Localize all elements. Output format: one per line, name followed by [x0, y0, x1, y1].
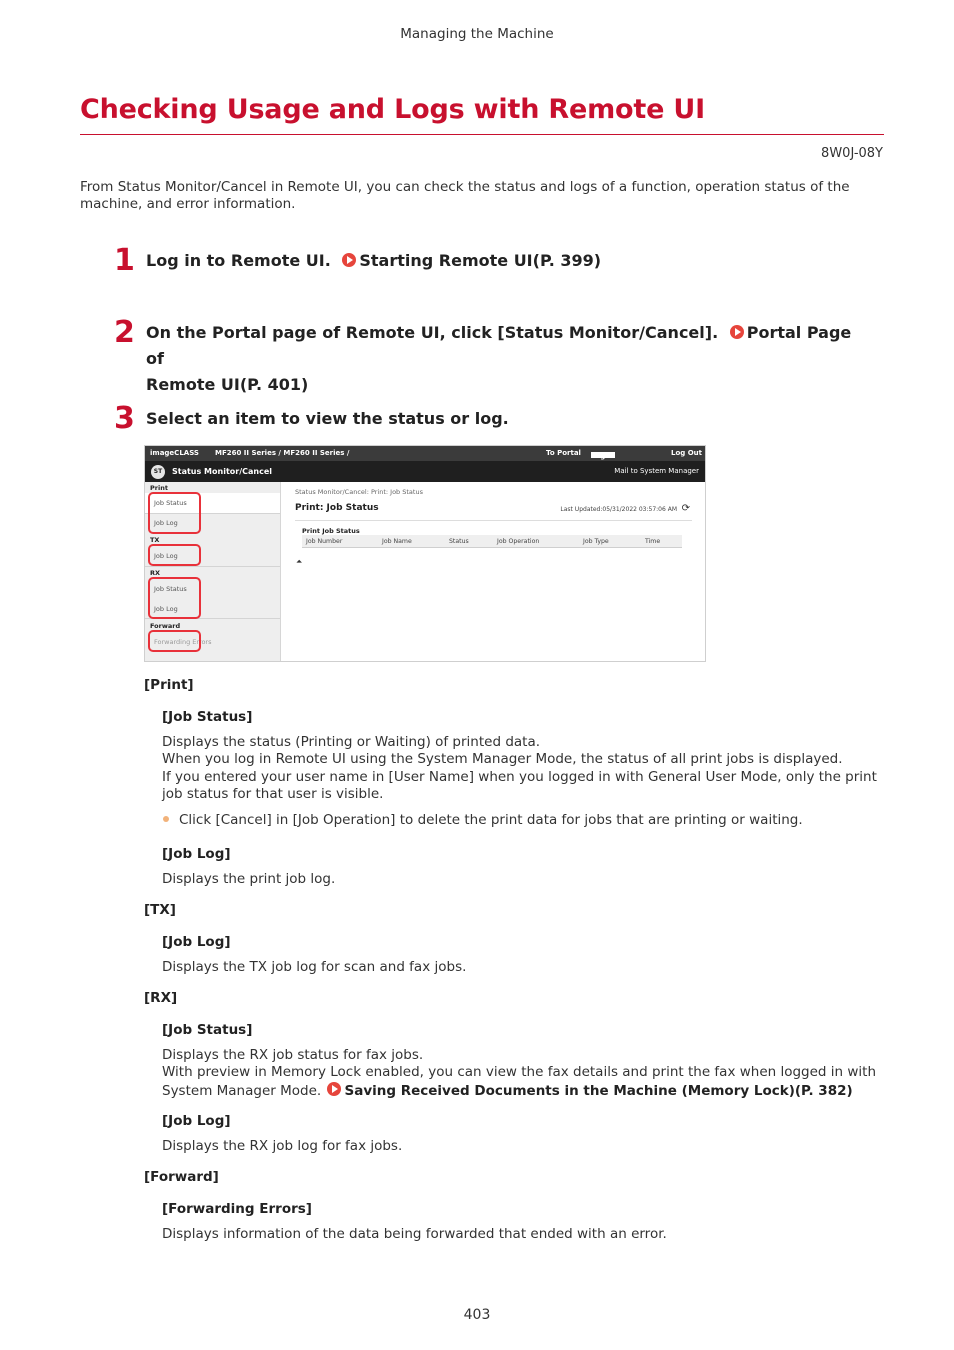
- screenshot-main-panel: [282, 482, 706, 662]
- sidebar-heading-tx: TX: [150, 536, 160, 544]
- sidebar-heading-rx: RX: [150, 569, 161, 577]
- product-name: imageCLASS: [150, 449, 199, 457]
- column-header: Status: [449, 538, 469, 545]
- title-rule: [80, 134, 884, 135]
- sidebar-item-print-job-log[interactable]: Job Log: [154, 519, 178, 527]
- column-header: Job Type: [583, 538, 609, 545]
- forwarding-errors-description: Displays information of the data being forwarded that ended with an error.: [162, 1226, 667, 1242]
- step-instruction: Log in to Remote UI.: [146, 251, 331, 270]
- column-header: Job Name: [382, 538, 412, 545]
- step-number: 1: [114, 243, 135, 278]
- bullet-cancel-note: Click [Cancel] in [Job Operation] to delete the print data for jobs that are printing or waiting.: [162, 812, 882, 828]
- link-arrow-icon: [327, 1082, 341, 1096]
- document-code: 8W0J-08Y: [821, 146, 883, 161]
- item-rx-job-log: [Job Log]: [162, 1113, 231, 1129]
- category-tx: [TX]: [144, 902, 176, 918]
- category-rx: [RX]: [144, 990, 178, 1006]
- sidebar-heading-forward: Forward: [150, 622, 181, 630]
- item-tx-job-log: [Job Log]: [162, 934, 231, 950]
- screen-title: Status Monitor/Cancel: [172, 467, 273, 476]
- page-number: 403: [463, 1307, 491, 1323]
- column-header: Time: [645, 538, 661, 545]
- refresh-icon[interactable]: ⟳: [681, 503, 690, 514]
- category-forward: [Forward]: [144, 1169, 219, 1185]
- sidebar-item-forwarding-errors[interactable]: Forwarding Errors: [154, 638, 212, 646]
- model-path: MF260 II Series / MF260 II Series /: [215, 449, 350, 457]
- rx-job-status-description: Displays the RX job status for fax jobs. With preview in Memory Lock enabled, you can view the fax details and print the fax when logged in with System Manager Mode. Saving Received Documents in the Machine (Memory Lock)(P. 382): [162, 1047, 877, 1099]
- item-print-job-log: [Job Log]: [162, 846, 231, 862]
- category-print: [Print]: [144, 677, 194, 693]
- sidebar-heading-print: Print: [150, 484, 168, 492]
- sidebar-item-tx-job-log[interactable]: Job Log: [154, 552, 178, 560]
- breadcrumb: Status Monitor/Cancel: Print: Job Status: [295, 488, 423, 496]
- screenshot-title-bar: [145, 461, 706, 482]
- rx-job-log-description: Displays the RX job log for fax jobs.: [162, 1138, 403, 1154]
- last-updated-text: Last Updated:05/31/2022 03:57:06 AM: [560, 506, 677, 513]
- mail-to-system-manager-link[interactable]: Mail to System Manager: [614, 467, 699, 475]
- xref-link-portal-page[interactable]: Portal Page of Remote UI(P. 401): [146, 323, 852, 394]
- column-header: Job Number: [306, 538, 343, 545]
- xref-link-memory-lock[interactable]: Saving Received Documents in the Machine (Memory Lock)(P. 382): [325, 1083, 852, 1099]
- to-portal-link[interactable]: To Portal: [546, 449, 581, 457]
- collapse-icon[interactable]: ⏶: [296, 557, 303, 566]
- xref-link-starting-remote-ui[interactable]: Starting Remote UI(P. 399): [336, 251, 601, 270]
- step-text: Select an item to view the status or log.: [146, 409, 509, 428]
- intro-paragraph: From Status Monitor/Cancel in Remote UI, you can check the status and logs of a function, operation status of the machine, and error information.: [80, 179, 850, 212]
- sidebar-item-rx-job-log[interactable]: Job Log: [154, 605, 178, 613]
- remote-ui-screenshot: [144, 445, 706, 662]
- print-job-status-description: Displays the status (Printing or Waiting) of printed data. When you log in Remote UI using the System Manager Mode, the status of all print jobs is displayed. If you entered your user name in [User Name] when you logged in with General User Mode, only the print job status for that user is visible.: [162, 734, 877, 802]
- highlight-box-print: [148, 492, 201, 534]
- step-instruction: On the Portal page of Remote UI, click [Status Monitor/Cancel].: [146, 323, 719, 342]
- sidebar-item-rx-job-status[interactable]: Job Status: [154, 585, 187, 593]
- step-number: 3: [114, 401, 135, 436]
- item-forwarding-errors: [Forwarding Errors]: [162, 1201, 312, 1217]
- screenshot-top-bar: [145, 446, 706, 461]
- panel-title: Print: Job Status: [295, 503, 379, 513]
- bullet-dot-icon: [163, 816, 169, 822]
- log-out-link[interactable]: Log Out: [671, 449, 702, 457]
- tx-job-log-description: Displays the TX job log for scan and fax jobs.: [162, 959, 467, 975]
- highlight-box-rx: [148, 577, 201, 619]
- redacted-user: [591, 452, 615, 458]
- link-arrow-icon: [342, 253, 356, 267]
- item-rx-job-status: [Job Status]: [162, 1022, 253, 1038]
- highlight-box-forward: [148, 630, 201, 652]
- link-arrow-icon: [730, 325, 744, 339]
- print-job-log-description: Displays the print job log.: [162, 871, 336, 887]
- table-header: [302, 535, 682, 548]
- column-header: Job Operation: [497, 538, 540, 545]
- step-text: [146, 248, 856, 274]
- page-title: Checking Usage and Logs with Remote UI: [80, 94, 705, 125]
- item-print-job-status: [Job Status]: [162, 709, 253, 725]
- highlight-box-tx: [148, 544, 201, 566]
- step-number: 2: [114, 315, 135, 350]
- table-title: Print Job Status: [302, 527, 360, 535]
- screenshot-sidebar: [145, 482, 281, 662]
- status-monitor-icon: ST: [151, 465, 165, 479]
- sidebar-item-print-job-status[interactable]: Job Status: [154, 499, 187, 507]
- sidebar-divider: [145, 566, 280, 567]
- panel-divider: [295, 520, 692, 521]
- running-header: Managing the Machine: [400, 26, 554, 42]
- step-text: [146, 320, 856, 398]
